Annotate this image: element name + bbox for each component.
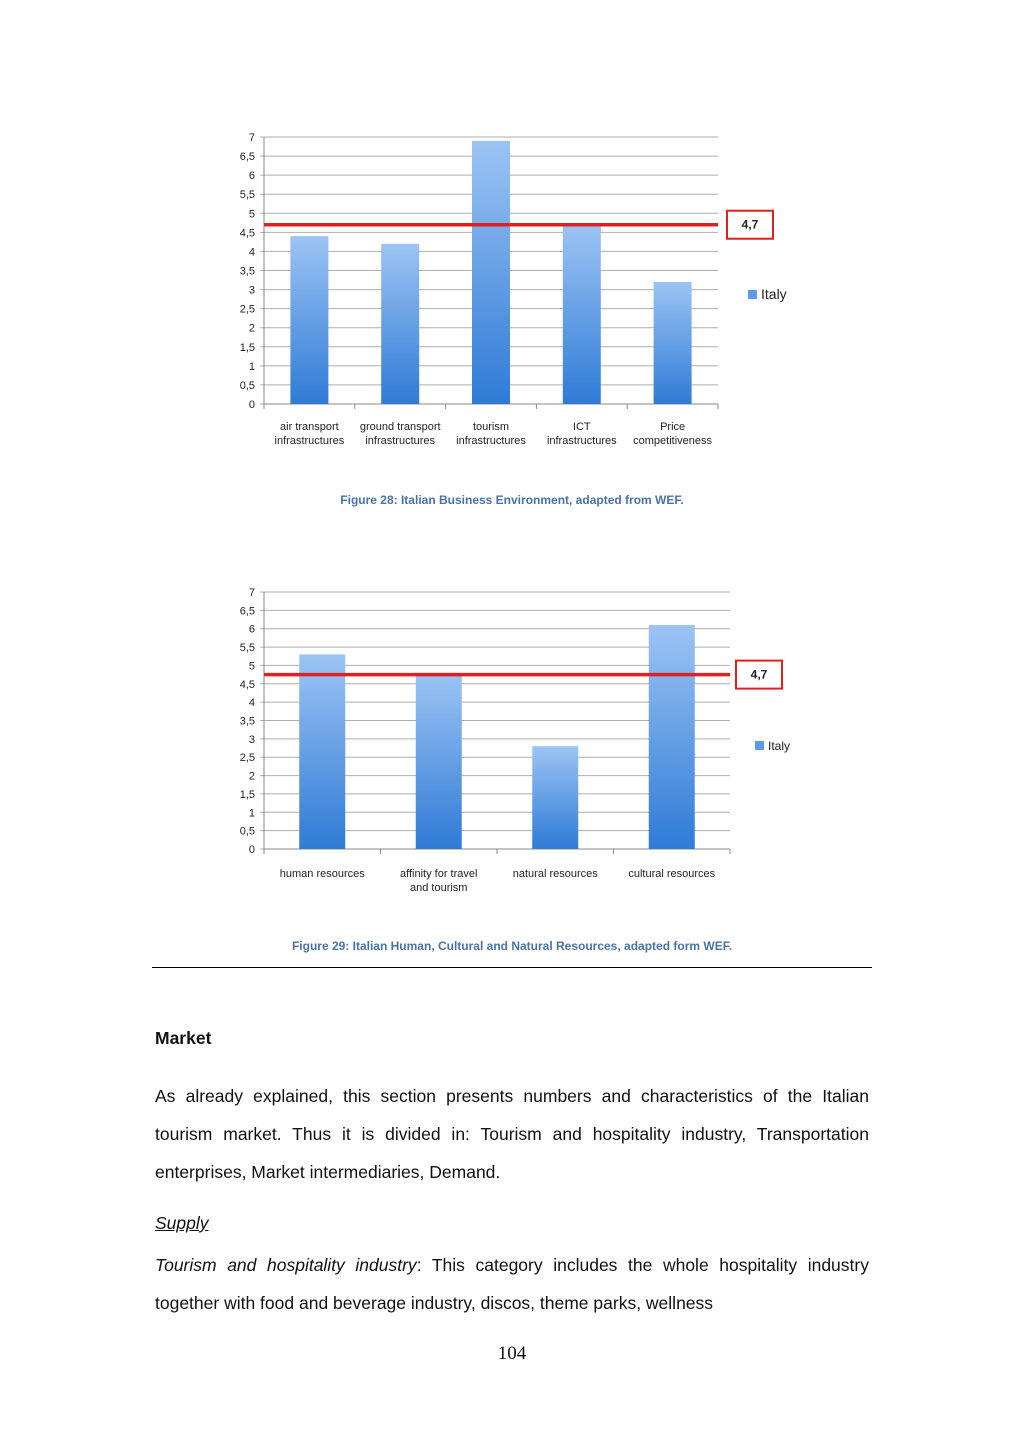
category-label: ICT — [572, 421, 591, 433]
legend-label: Italy — [761, 286, 787, 302]
category-label: ground transport — [359, 421, 441, 433]
y-tick-label: 2,5 — [239, 752, 255, 765]
legend-label: Italy — [768, 739, 791, 753]
category-label: Price — [660, 421, 686, 433]
y-tick-label: 6 — [248, 623, 255, 636]
y-tick-label: 3,5 — [239, 265, 255, 278]
y-tick-label: 0,5 — [239, 825, 255, 838]
category-label: natural resources — [512, 868, 598, 880]
y-tick-label: 1 — [248, 360, 255, 373]
section-divider — [152, 967, 872, 968]
y-tick-label: 7 — [248, 132, 255, 144]
category-label: competitiveness — [633, 435, 713, 447]
y-tick-label: 0 — [248, 399, 255, 411]
reference-value-label: 4,7 — [750, 667, 768, 682]
y-tick-label: 4 — [248, 697, 255, 710]
bar-3 — [649, 625, 695, 849]
subheading-supply: Supply — [155, 1213, 209, 1233]
y-tick-label: 3 — [248, 284, 255, 297]
paragraph-tourism-hospitality-text: : This category includes the whole hospitality industry together with food and beverage industry, discos, theme parks, wellness — [155, 1255, 869, 1313]
y-tick-label: 0 — [248, 844, 255, 856]
figure-28-caption: Figure 28: Italian Business Environment, adapted from WEF. — [340, 493, 684, 507]
y-tick-label: 4,5 — [239, 227, 255, 240]
y-tick-label: 6,5 — [239, 151, 255, 164]
y-tick-label: 5,5 — [239, 642, 255, 655]
category-label: infrastructures — [546, 435, 617, 447]
y-tick-label: 5,5 — [239, 189, 255, 202]
category-label: tourism — [472, 421, 510, 433]
y-tick-label: 3 — [248, 733, 255, 746]
paragraph-market-intro: As already explained, this section presents numbers and characteristics of the Italian tourism market. Thus it is divided in: Tourism and hospitality industry, Transportation enterprises, Market intermediaries, Demand. — [155, 1086, 869, 1182]
y-tick-label: 2 — [248, 770, 255, 783]
y-tick-label: 6 — [248, 170, 255, 183]
term-tourism-hospitality: Tourism and hospitality industry — [155, 1255, 417, 1275]
y-tick-label: 1 — [248, 807, 255, 820]
bar-1 — [416, 673, 462, 849]
y-tick-label: 4 — [248, 246, 255, 259]
figure-29-caption: Figure 29: Italian Human, Cultural and Natural Resources, adapted form WEF. — [291, 939, 733, 953]
category-label: affinity for travel — [400, 868, 478, 880]
bar-0 — [299, 654, 345, 849]
category-label: air transport — [280, 421, 339, 433]
category-label: human resources — [279, 868, 365, 880]
y-tick-label: 6,5 — [239, 605, 255, 618]
y-tick-label: 7 — [248, 587, 255, 599]
reference-value-label: 4,7 — [741, 217, 759, 232]
y-tick-label: 5 — [248, 208, 255, 221]
y-tick-label: 1,5 — [239, 788, 255, 801]
page-number: 104 — [497, 1343, 527, 1364]
y-tick-label: 5 — [248, 660, 255, 673]
category-label: cultural resources — [628, 868, 716, 880]
category-label: infrastructures — [274, 435, 345, 447]
section-heading: Market — [155, 1028, 212, 1048]
y-tick-label: 0,5 — [239, 379, 255, 392]
category-label: and tourism — [410, 882, 468, 894]
category-label: infrastructures — [456, 435, 526, 447]
bar-2 — [532, 746, 578, 849]
y-tick-label: 1,5 — [239, 341, 255, 354]
y-tick-label: 2,5 — [239, 303, 255, 316]
y-tick-label: 3,5 — [239, 715, 255, 728]
y-tick-label: 4,5 — [239, 678, 255, 691]
paragraph-tourism-hospitality — [155, 1246, 869, 1322]
category-label: infrastructures — [365, 435, 436, 447]
y-tick-label: 2 — [248, 322, 255, 335]
legend-swatch — [755, 741, 764, 750]
